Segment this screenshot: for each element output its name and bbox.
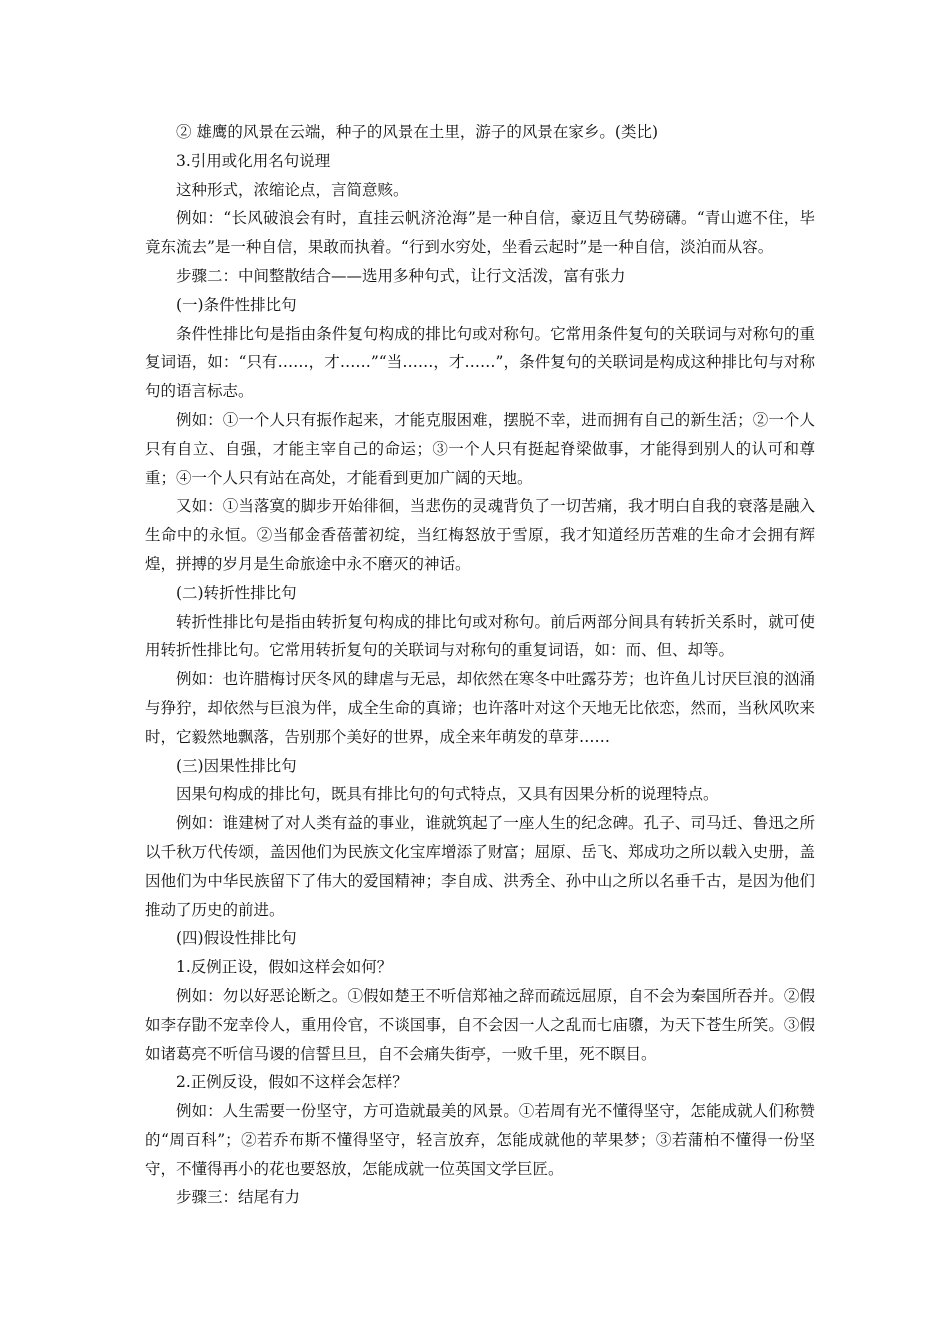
paragraph-causal-example: 例如：谁建树了对人类有益的事业，谁就筑起了一座人生的纪念碑。孔子、司马迁、鲁迅之所以千秋万代传颂，盖因他们为民族文化宝库增添了财富；屈原、岳飞、郑成功之所以载入史册，盖因他们为中华民族留下了伟大的爱国精神；李自成、洪秀全、孙中山之所以名垂千古，是因为他们推动了历史的前进。	[145, 814, 815, 919]
paragraph-adversative-example: 例如：也许腊梅讨厌冬风的肆虐与无忌，却依然在寒冬中吐露芬芳；也许鱼儿讨厌巨浪的汹涌与狰狞，却依然与巨浪为伴，成全生命的真谛；也许落叶对这个天地无比依恋，然而，当秋风吹来时，它毅然地飘落，告别那个美好的世界，成全来年萌发的草芽……	[145, 670, 815, 746]
heading-conditional-parallelism: (一)条件性排比句	[176, 295, 297, 314]
heading-hypothetical-parallelism: (四)假设性排比句	[176, 929, 297, 948]
heading-counterexample-hypothesis: 1.反例正设，假如这样会如何？	[176, 958, 393, 977]
heading-step-three: 步骤三：结尾有力	[176, 1188, 301, 1207]
paragraph-causal-definition: 因果句构成的排比句，既具有排比句的句式特点，又具有因果分析的说理特点。	[176, 785, 719, 804]
paragraph-counterexample-example: 例如：勿以好恶论断之。①假如楚王不听信郑袖之辞而疏远屈原，自不会为秦国所吞并。②假如李存勖不宠幸伶人，重用伶官，不谈国事，自不会因一人之乱而七庙隳，为天下苍生所笑。③假如诸葛亮不听信马谡的信誓旦旦，自不会痛失街亭，一败千里，死不瞑目。	[145, 986, 815, 1063]
document-page	[145, 118, 815, 1212]
paragraph-conditional-definition: 条件性排比句是指由条件复句构成的排比句或对称句。它常用条件复句的关联词与对称句的重复词语，如：“只有……，才……”“当……，才……”，条件复句的关联词是构成这种排比句与对称句的语言标志。	[145, 324, 815, 401]
paragraph-analogy-example: ② 雄鹰的风景在云端，种子的风景在土里，游子的风景在家乡。(类比)	[176, 123, 659, 141]
heading-positive-example-hypothesis: 2.正例反设，假如不这样会怎样？	[176, 1073, 408, 1092]
heading-step-two: 步骤二：中间整散结合——选用多种句式，让行文活泼，富有张力	[176, 266, 626, 285]
paragraph-quote-example: 例如：“长风破浪会有时，直挂云帆济沧海”是一种自信，豪迈且气势磅礴。“青山遮不住，毕竟东流去”是一种自信，果敢而执着。“行到水穷处，坐看云起时”是一种自信，淡泊而从容。	[145, 209, 815, 257]
heading-quote-reasoning: 3.引用或化用名句说理	[176, 151, 331, 170]
paragraph-quote-form: 这种形式，浓缩论点，言简意赅。	[176, 180, 409, 199]
paragraph-conditional-example: 例如：①一个人只有振作起来，才能克服困难，摆脱不幸，进而拥有自己的新生活；②一个人只有自立、自强，才能主宰自己的命运；③一个人只有挺起脊梁做事，才能得到别人的认可和尊重；④一个人只有站在高处，才能看到更加广阔的天地。	[145, 410, 815, 487]
heading-adversative-parallelism: (二)转折性排比句	[176, 583, 297, 602]
heading-causal-parallelism: (三)因果性排比句	[176, 756, 297, 775]
paragraph-conditional-example-2: 又如：①当落寞的脚步开始徘徊，当悲伤的灵魂背负了一切苦痛，我才明白自我的衰落是融入生命中的永恒。②当郁金香蓓蕾初绽，当红梅怒放于雪原，我才知道经历苦难的生命才会拥有辉煌，拼搏的岁月是生命旅途中永不磨灭的神话。	[145, 497, 815, 573]
paragraph-adversative-definition: 转折性排比句是指由转折复句构成的排比句或对称句。前后两部分间具有转折关系时，就可使用转折性排比句。它常用转折复句的关联词与对称句的重复词语，如：而、但、却等。	[145, 612, 815, 660]
paragraph-positive-example: 例如：人生需要一份坚守，方可造就最美的风景。①若周有光不懂得坚守，怎能成就人们称赞的“周百科”；②若乔布斯不懂得坚守，轻言放弃，怎能成就他的苹果梦；③若蒲柏不懂得一份坚守，不懂得再小的花也要怒放，怎能成就一位英国文学巨匠。	[145, 1102, 815, 1178]
